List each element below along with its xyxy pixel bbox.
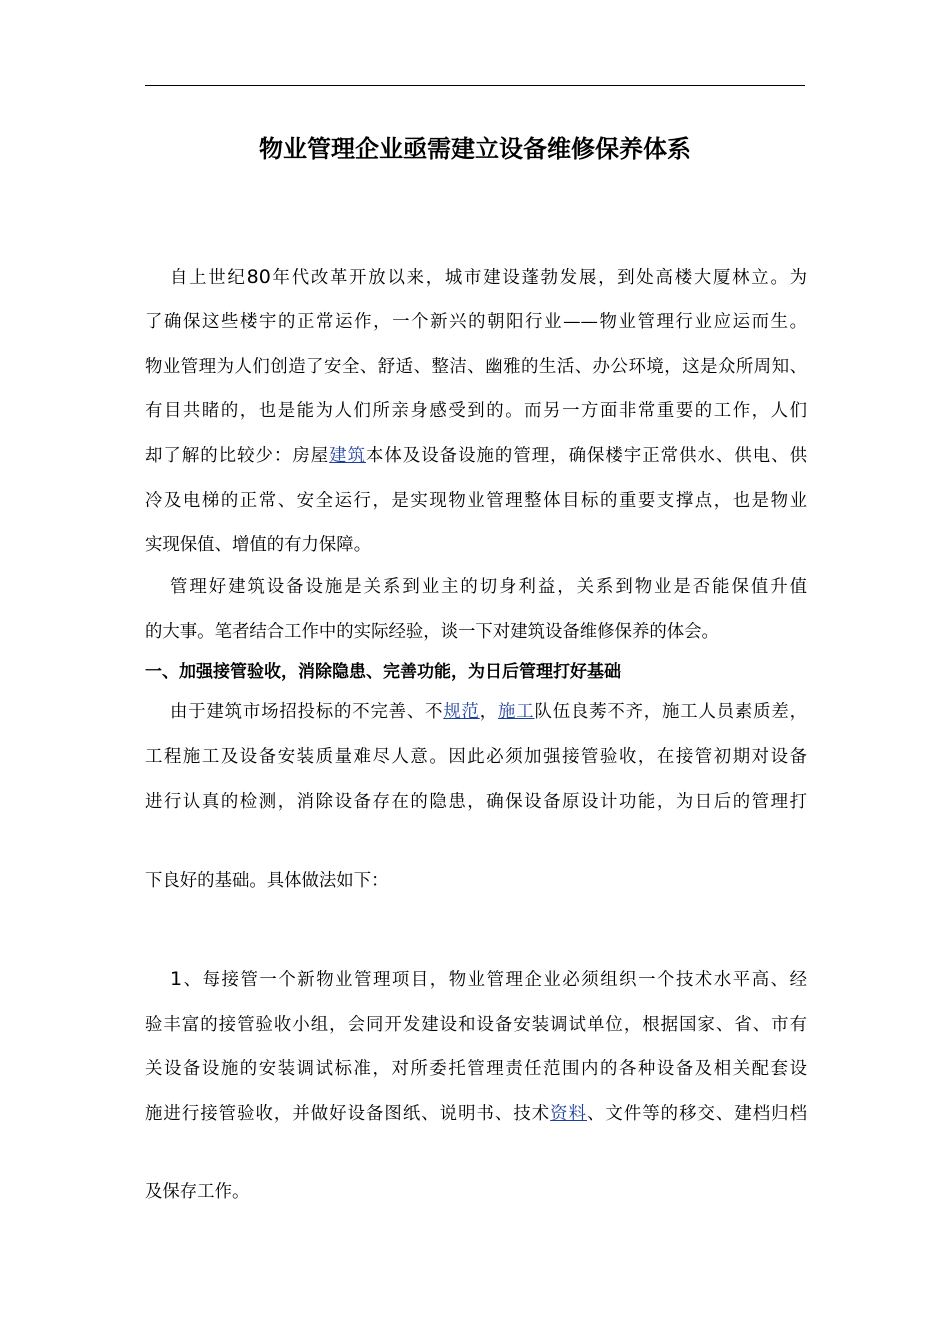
paragraph-1-line-2: 了确保这些楼宇的正常运作，一个新兴的朝阳行业——物业管理行业应运而生。: [145, 312, 807, 332]
paragraph-1-line-1: 自上世纪80年代改革开放以来，城市建设蓬勃发展，到处高楼大厦林立。为: [170, 266, 807, 288]
paragraph-1-line-3: 物业管理为人们创造了安全、舒适、整洁、幽雅的生活、办公环境，这是众所周知、: [145, 357, 807, 377]
paragraph-1-line-5: 却了解的比较少：房屋建筑本体及设备设施的管理，确保楼宇正常供水、供电、供: [145, 446, 807, 466]
paragraph-3-line-4: 下良好的基础。具体做法如下：: [145, 871, 389, 891]
link-ziliao[interactable]: 资料: [550, 1104, 587, 1124]
paragraph-2-line-1: 管理好建筑设备设施是关系到业主的切身利益，关系到物业是否能保值升值: [170, 577, 807, 597]
document-title: 物业管理企业亟需建立设备维修保养体系: [259, 135, 691, 163]
paragraph-3-line-2: 工程施工及设备安装质量难尽人意。因此必须加强接管验收，在接管初期对设备: [145, 747, 807, 767]
paragraph-4-line-2: 验丰富的接管验收小组，会同开发建设和设备安装调试单位，根据国家、省、市有: [145, 1015, 807, 1035]
header-rule: [145, 85, 805, 86]
paragraph-4-line-1: 1、每接管一个新物业管理项目，物业管理企业必须组织一个技术水平高、经: [170, 968, 807, 990]
link-shigong[interactable]: 施工: [498, 702, 535, 722]
paragraph-3-line-3: 进行认真的检测，消除设备存在的隐患，确保设备原设计功能，为日后的管理打: [145, 792, 807, 812]
paragraph-1-line-4: 有目共睹的，也是能为人们所亲身感受到的。而另一方面非常重要的工作，人们: [145, 401, 807, 421]
link-guifan[interactable]: 规范: [443, 702, 480, 722]
paragraph-4-line-5: 及保存工作。: [145, 1182, 250, 1202]
paragraph-4-line-3: 关设备设施的安装调试标准，对所委托管理责任范围内的各种设备及相关配套设: [145, 1059, 807, 1079]
paragraph-3-line-1: 由于建筑市场招投标的不完善、不规范，施工队伍良莠不齐，施工人员素质差，: [170, 702, 807, 722]
paragraph-1-line-6: 冷及电梯的正常、安全运行，是实现物业管理整体目标的重要支撑点，也是物业: [145, 491, 807, 511]
section-1-heading: 一、加强接管验收，消除隐患、完善功能，为日后管理打好基础: [145, 662, 621, 682]
paragraph-1-line-7: 实现保值、增值的有力保障。: [145, 535, 372, 555]
link-jianzhu[interactable]: 建筑: [329, 446, 367, 466]
paragraph-2-line-2: 的大事。笔者结合工作中的实际经验，谈一下对建筑设备维修保养的体会。: [145, 622, 719, 642]
paragraph-4-line-4: 施进行接管验收，并做好设备图纸、说明书、技术资料、文件等的移交、建档归档: [145, 1104, 807, 1124]
